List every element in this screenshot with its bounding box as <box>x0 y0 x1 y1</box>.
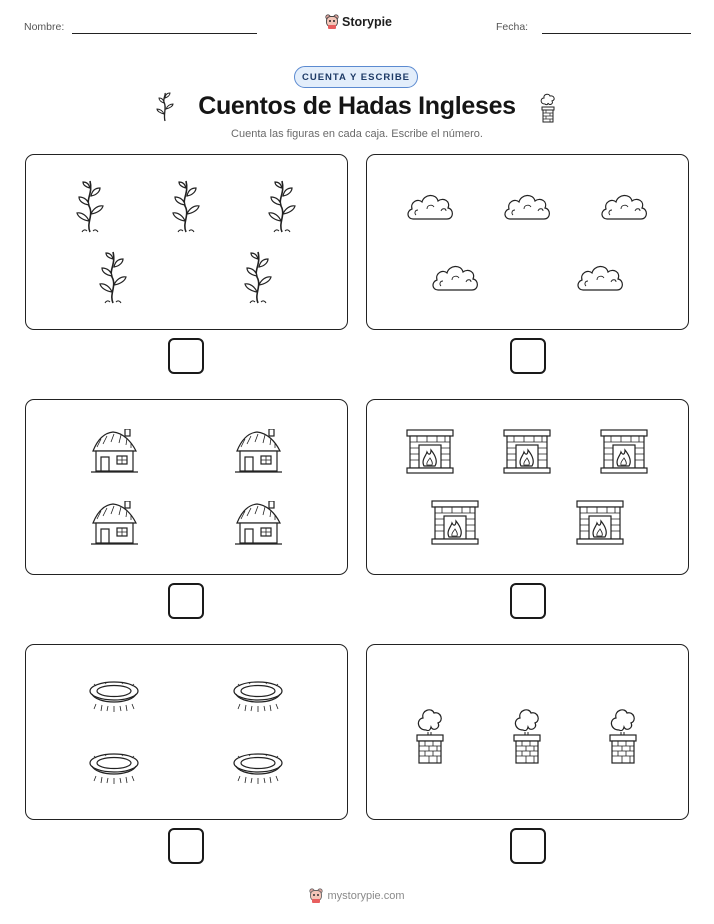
fireplace-icon <box>430 499 480 550</box>
cottage-icon <box>231 429 285 480</box>
date-line[interactable] <box>542 33 691 34</box>
well-icon <box>230 677 286 718</box>
name-label: Nombre: <box>24 21 65 33</box>
cloud-icon <box>430 260 480 301</box>
chimney-decor-icon <box>537 91 559 123</box>
activity-badge: CUENTA Y ESCRIBE <box>294 66 418 88</box>
beanstalk-icon <box>73 179 107 238</box>
count-box-wells <box>25 644 348 820</box>
fireplace-icon <box>575 499 625 550</box>
fireplace-icon <box>405 428 455 479</box>
beanstalk-icon <box>96 250 130 309</box>
fireplace-icon <box>599 428 649 479</box>
beanstalk-icon <box>241 250 275 309</box>
well-icon <box>230 749 286 790</box>
chimney-icon <box>510 702 544 769</box>
answer-box-wells[interactable] <box>168 828 204 864</box>
cottage-icon <box>87 429 141 480</box>
brand-name: Storypie <box>342 15 393 29</box>
footer <box>0 888 714 904</box>
cottage-icon <box>231 501 285 552</box>
date-label: Fecha: <box>496 21 529 33</box>
answer-box-cottages[interactable] <box>168 583 204 619</box>
chimney-icon <box>413 702 447 769</box>
answer-box-beanstalks[interactable] <box>168 338 204 374</box>
beanstalk-icon <box>265 179 299 238</box>
count-box-fireplaces <box>366 399 689 575</box>
instructions: Cuenta las figuras en cada caja. Escribe el número. <box>231 128 483 140</box>
fireplace-icon <box>502 428 552 479</box>
count-box-cottages <box>25 399 348 575</box>
cloud-icon <box>502 189 552 230</box>
answer-box-chimneys[interactable] <box>510 828 546 864</box>
chimney-icon <box>606 702 640 769</box>
cloud-icon <box>575 260 625 301</box>
storypie-mascot-icon <box>325 14 339 30</box>
count-box-clouds <box>366 154 689 330</box>
name-line[interactable] <box>72 33 257 34</box>
brand-logo <box>325 14 392 30</box>
answer-box-clouds[interactable] <box>510 338 546 374</box>
footer-url[interactable]: mystorypie.com <box>327 890 405 902</box>
well-icon <box>86 677 142 718</box>
well-icon <box>86 749 142 790</box>
cloud-icon <box>599 189 649 230</box>
beanstalk-icon <box>169 179 203 238</box>
storypie-mascot-icon <box>309 888 323 904</box>
page-title: Cuentos de Hadas Ingleses <box>198 92 516 120</box>
cottage-icon <box>87 501 141 552</box>
answer-box-fireplaces[interactable] <box>510 583 546 619</box>
cloud-icon <box>405 189 455 230</box>
